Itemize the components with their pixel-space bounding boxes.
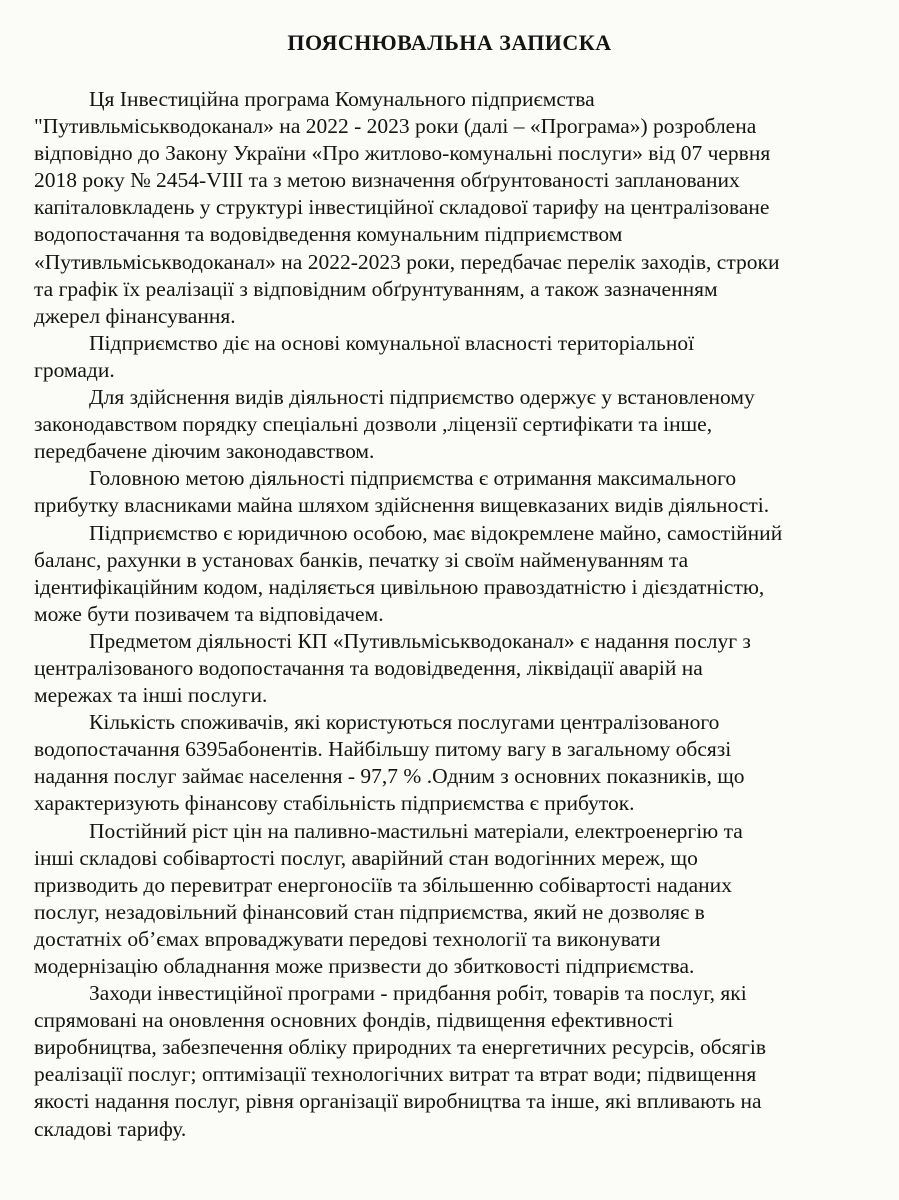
paragraph [34, 465, 884, 519]
text-line: послуг, незадовільний фінансовий стан підприємства, який не дозволяє в [34, 899, 705, 924]
text-line: спрямовані на оновлення основних фондів, підвищення ефективності [34, 1008, 674, 1033]
paragraph [34, 818, 884, 981]
text-line: Підприємство є юридичною особою, має відокремлене майно, самостійний [89, 520, 783, 545]
text-line: водопостачання 6395абонентів. Найбільшу питому вагу в загальному обсязі [34, 737, 732, 762]
text-line: надання послуг займає населення - 97,7 % .Одним з основних показників, що [34, 764, 745, 789]
paragraph [34, 709, 884, 817]
text-line: достатніх об’ємах впроваджувати передові технології та виконувати [34, 926, 661, 951]
text-line: реалізації послуг; оптимізації технологічних витрат та втрат води; підвищення [34, 1062, 757, 1087]
text-line: та графік їх реалізації з відповідним обґрунтуванням, а також зазначенням [34, 276, 718, 301]
text-line: Заходи інвестиційної програми - придбання робіт, товарів та послуг, які [89, 981, 747, 1006]
text-line: централізованого водопостачання та водовідведення, ліквідації аварій на [34, 655, 703, 680]
text-line: складові тарифу. [34, 1116, 187, 1141]
document-body [34, 86, 884, 1143]
text-line: виробництва, забезпечення обліку природних та енергетичних ресурсів, обсягів [34, 1035, 767, 1060]
text-line: характеризують фінансову стабільність підприємства є прибуток. [34, 791, 635, 816]
text-line: модернізацію обладнання може призвести до збитковості підприємства. [34, 954, 695, 978]
text-line: Постійний ріст цін на паливно-мастильні матеріали, електроенергію та [89, 818, 743, 843]
text-line: Ця Інвестиційна програма Комунального підприємства [89, 87, 595, 111]
text-line: мережах та інші послуги. [34, 683, 268, 708]
text-line: Для здійснення видів діяльності підприємство одержує у встановленому [89, 385, 755, 410]
text-line: Головною метою діяльності підприємства є отримання максимального [89, 466, 737, 491]
text-line: призводить до перевитрат енергоносіїв та збільшенню собівартості наданих [34, 872, 732, 897]
text-line: Предметом діяльності КП «Путивльміськводоканал» є надання послуг з [89, 628, 751, 653]
text-line: 2018 року № 2454-VIII та з метою визначення обґрунтованості запланованих [34, 168, 740, 193]
paragraph [34, 520, 884, 628]
text-line: може бути позивачем та відповідачем. [34, 601, 384, 626]
text-line: Кількість споживачів, які користуються послугами централізованого [89, 710, 720, 735]
text-line: джерел фінансування. [34, 303, 236, 328]
text-line: водопостачання та водовідведення комунальним підприємством [34, 222, 623, 247]
text-line: Підприємство діє на основі комунальної власності територіальної [89, 330, 695, 355]
document-title: ПОЯСНЮВАЛЬНА ЗАПИСКА [287, 30, 612, 55]
text-line: "Путивльміськводоканал» на 2022 - 2023 роки (далі – «Програма») розроблена [34, 114, 757, 139]
text-line: капіталовкладень у структурі інвестиційної складової тарифу на централізоване [34, 195, 770, 220]
text-line: «Путивльміськводоканал» на 2022-2023 роки, передбачає перелік заходів, строки [34, 249, 780, 274]
text-line: передбачене діючим законодавством. [34, 439, 375, 464]
paragraph [34, 330, 884, 384]
paragraph [34, 384, 884, 465]
text-line: якості надання послуг, рівня організації виробництва та інше, які впливають на [34, 1089, 762, 1114]
text-line: прибутку власниками майна шляхом здійснення вищевказаних видів діяльності. [34, 493, 770, 518]
paragraph [34, 980, 884, 1143]
paragraph [34, 628, 884, 709]
paragraph [34, 86, 884, 330]
text-line: законодавством порядку спеціальні дозволи ,ліцензії сертифікати та інше, [34, 412, 713, 437]
text-line: інші складові собівартості послуг, аварійний стан водогінних мереж, що [34, 845, 698, 870]
text-line: відповідно до Закону України «Про житлово-комунальні послуги» від 07 червня [34, 141, 771, 166]
text-line: ідентифікаційним кодом, наділяється цивільною правоздатністю і дієздатністю, [34, 574, 765, 599]
text-line: громади. [34, 357, 115, 382]
text-line: баланс, рахунки в установах банків, печатку зі своїм найменуванням та [34, 547, 689, 572]
